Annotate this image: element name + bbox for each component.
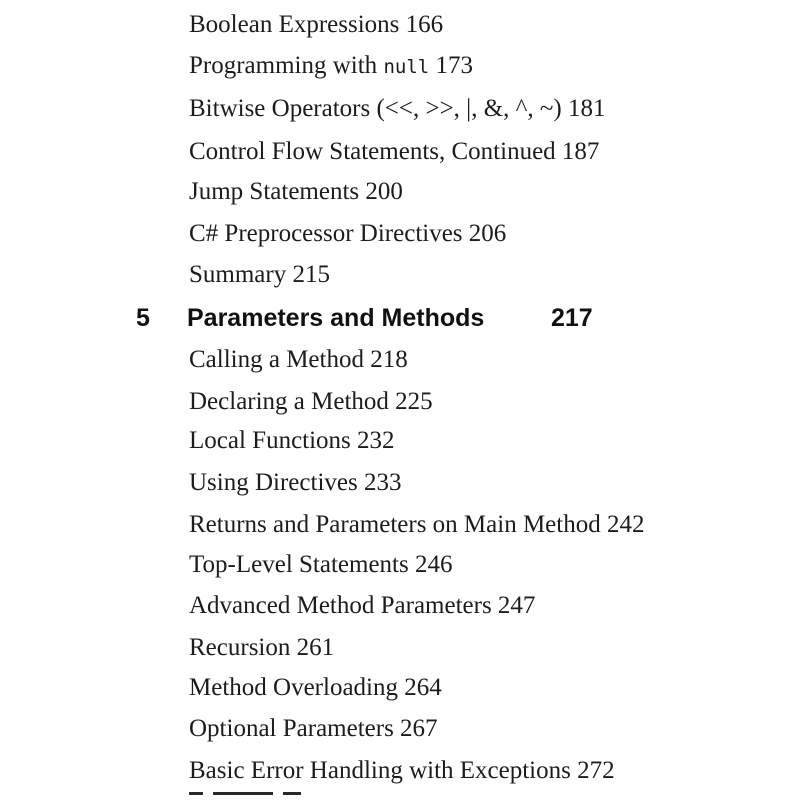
toc-entry-page: 173 (429, 52, 473, 79)
toc-entry-calling-a-method: Calling a Method 218 (189, 346, 408, 373)
code-keyword-null: null (383, 56, 430, 78)
toc-entry-advanced-method-parameters: Advanced Method Parameters 247 (189, 592, 536, 619)
chapter-page: 217 (551, 304, 593, 332)
toc-entry-control-flow-statements: Control Flow Statements, Continued 187 (189, 138, 600, 165)
toc-entry-optional-parameters: Optional Parameters 267 (189, 715, 438, 742)
toc-entry-basic-error-handling: Basic Error Handling with Exceptions 272 (189, 757, 615, 784)
toc-entry-summary: Summary 215 (189, 261, 330, 288)
toc-entry-returns-and-parameters: Returns and Parameters on Main Method 242 (189, 511, 645, 538)
toc-entry-declaring-a-method: Declaring a Method 225 (189, 388, 433, 415)
toc-entry-top-level-statements: Top-Level Statements 246 (189, 551, 453, 578)
toc-entry-using-directives: Using Directives 233 (189, 469, 402, 496)
toc-entry-jump-statements: Jump Statements 200 (189, 178, 403, 205)
toc-entry-boolean-expressions: Boolean Expressions 166 (189, 11, 444, 38)
cut-off-next-line (189, 792, 369, 800)
toc-entry-text: Programming with (189, 52, 384, 79)
toc-entry-recursion: Recursion 261 (189, 634, 335, 661)
toc-entry-local-functions: Local Functions 232 (189, 427, 395, 454)
toc-entry-preprocessor-directives: C# Preprocessor Directives 206 (189, 220, 507, 247)
toc-entry-bitwise-operators: Bitwise Operators (<<, >>, |, &, ^, ~) 181 (189, 95, 606, 122)
chapter-title: Parameters and Methods (187, 304, 485, 332)
toc-entry-method-overloading: Method Overloading 264 (189, 674, 442, 701)
chapter-number: 5 (136, 304, 150, 332)
toc-entry-programming-with-null (189, 51, 473, 82)
